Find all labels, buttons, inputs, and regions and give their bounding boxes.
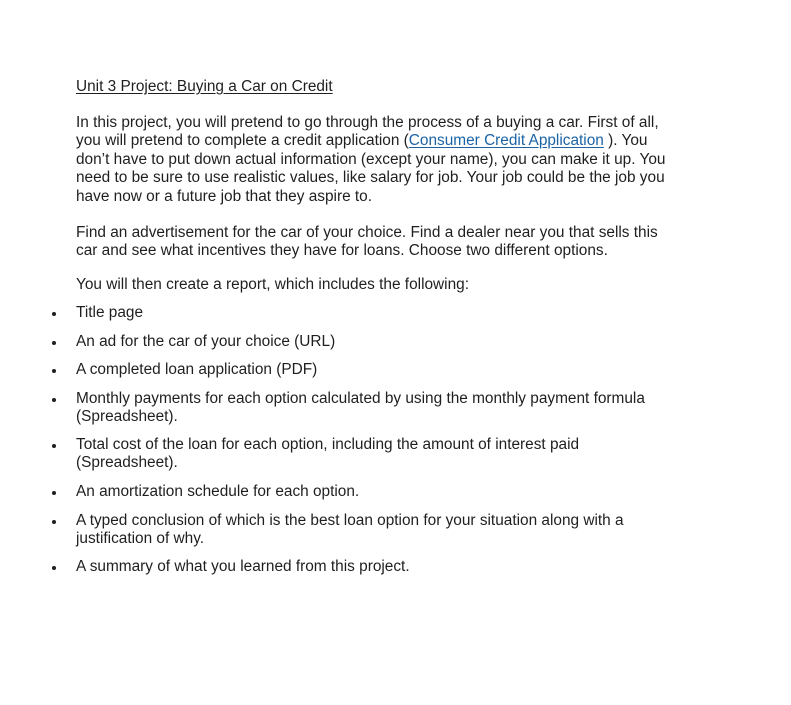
list-item-text: Monthly payments for each option calculated by using the monthly payment formula xyxy=(76,390,645,407)
list-item xyxy=(76,304,143,322)
list-item-text: A completed loan application (PDF) xyxy=(76,361,318,378)
list-item xyxy=(76,390,645,427)
intro-line-5: have now or a future job that they aspire to. xyxy=(76,187,373,205)
bullet-dot-icon xyxy=(52,520,56,524)
advertisement-line-1: Find an advertisement for the car of your choice. Find a dealer near you that sells this xyxy=(76,224,658,241)
list-item xyxy=(76,512,624,549)
list-item-text: A summary of what you learned from this project. xyxy=(76,558,410,575)
list-item xyxy=(76,558,410,576)
intro-line-4: need to be sure to use realistic values, like salary for job. Your job could be the job you xyxy=(76,169,665,187)
intro-line-2-before: you will pretend to complete a credit application ( xyxy=(76,132,409,150)
list-item-text-continued: (Spreadsheet). xyxy=(76,454,178,472)
list-item-text: An amortization schedule for each option. xyxy=(76,483,360,500)
document-title: Unit 3 Project: Buying a Car on Credit xyxy=(76,78,333,95)
bullet-dot-icon xyxy=(52,444,56,448)
intro-line-2 xyxy=(76,132,665,150)
list-item-text-continued: (Spreadsheet). xyxy=(76,408,178,426)
consumer-credit-application-link[interactable]: Consumer Credit Application xyxy=(408,132,604,150)
list-item xyxy=(76,333,335,351)
intro-line-3: don’t have to put down actual information (except your name), you can make it up. You xyxy=(76,150,666,168)
list-item-text: Total cost of the loan for each option, including the amount of interest paid xyxy=(76,436,580,453)
report-intro-paragraph: You will then create a report, which includes the following: xyxy=(76,276,469,293)
bullet-dot-icon xyxy=(52,566,56,570)
list-item-text: A typed conclusion of which is the best loan option for your situation along with a xyxy=(76,512,624,529)
intro-line-2-after: ). You xyxy=(603,132,648,150)
bullet-dot-icon xyxy=(52,491,56,495)
list-item xyxy=(76,483,359,501)
intro-paragraph xyxy=(76,114,665,206)
bullet-dot-icon xyxy=(52,369,56,373)
advertisement-line-2: car and see what incentives they have for loans. Choose two different options. xyxy=(76,242,608,260)
list-item xyxy=(76,436,579,473)
list-item-text: An ad for the car of your choice (URL) xyxy=(76,333,336,350)
advertisement-paragraph xyxy=(76,224,658,261)
bullet-dot-icon xyxy=(52,341,56,345)
bullet-dot-icon xyxy=(52,312,56,316)
list-item-text: Title page xyxy=(76,304,144,321)
bullet-dot-icon xyxy=(52,398,56,402)
intro-line-1: In this project, you will pretend to go through the process of a buying a car. First of all, xyxy=(76,114,659,131)
list-item-text-continued: justification of why. xyxy=(76,530,205,548)
list-item xyxy=(76,361,317,379)
